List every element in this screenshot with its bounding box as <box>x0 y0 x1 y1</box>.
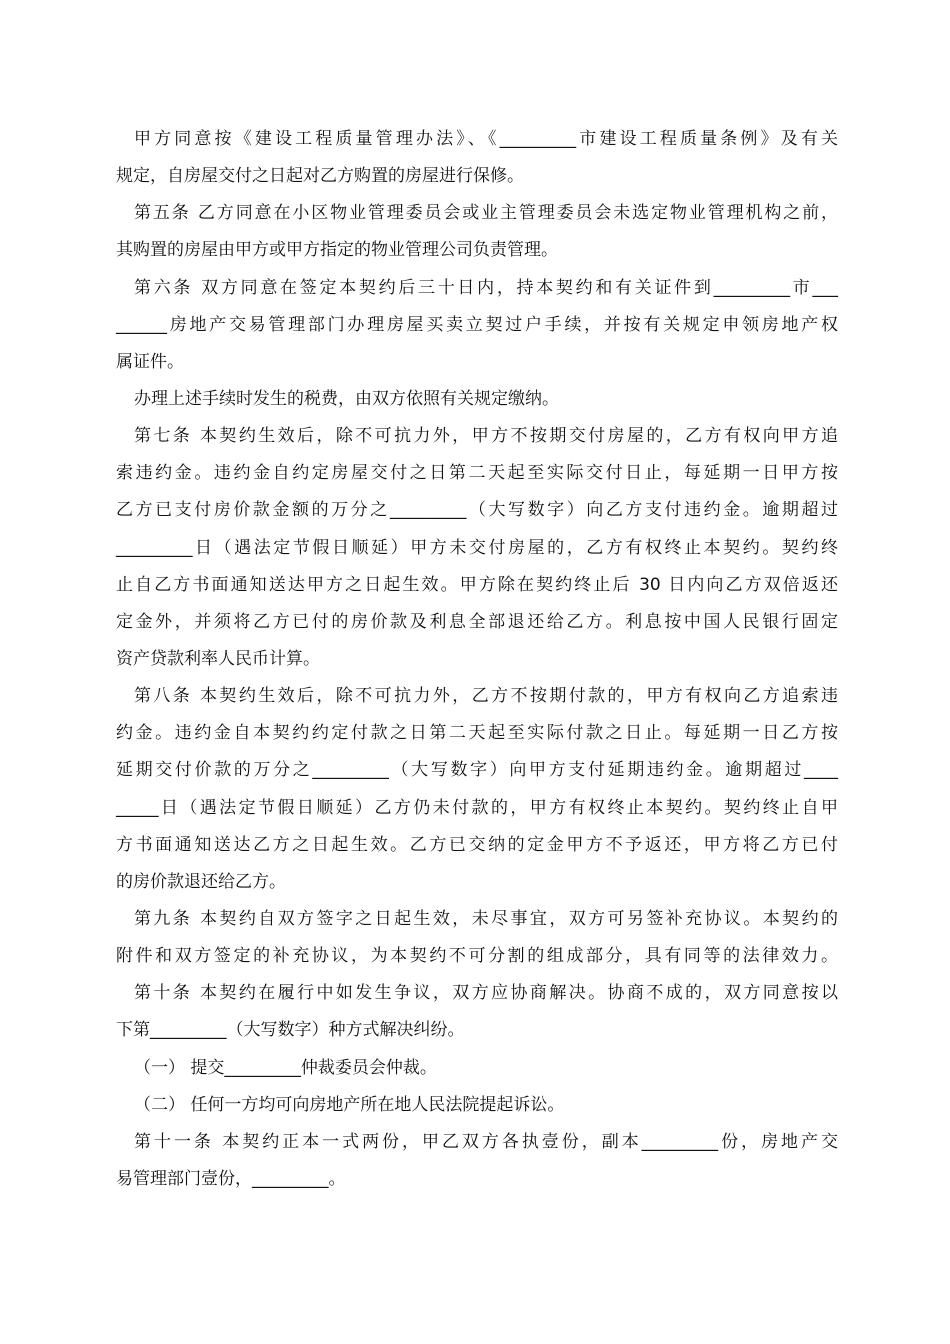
contract-text-line: 规定，自房屋交付之日起对乙方购置的房屋进行保修。 <box>116 166 524 187</box>
contract-text-line: 第十条 本契约在履行中如发生争议，双方应协商解决。协商不成的，双方同意按以 <box>134 983 838 1004</box>
contract-text-line: 第八条 本契约生效后，除不可抗力外，乙方不按期付款的，甲方有权向乙方追索违 <box>134 686 838 707</box>
contract-text-line: 定金外，并须将乙方已付的房价款及利息全部退还给乙方。利息按中国人民银行固定 <box>116 611 838 632</box>
contract-text-line: 办理上述手续时发生的税费，由双方依照有关规定缴纳。 <box>134 388 559 409</box>
contract-text-line: 止自乙方书面通知送达甲方之日起生效。甲方除在契约终止后 30 日内向乙方双倍返还 <box>116 574 838 595</box>
contract-text-line: 延期交付价款的万分之_________（大写数字）向甲方支付延期违约金。逾期超过____ <box>116 760 838 781</box>
contract-text-line: 乙方已支付房价款金额的万分之_________（大写数字）向乙方支付违约金。逾期超过 <box>116 500 838 521</box>
contract-text-line: 第六条 双方同意在签定本契约后三十日内，持本契约和有关证件到_________市___ <box>134 277 838 298</box>
contract-text-line: 第五条 乙方同意在小区物业管理委员会或业主管理委员会未选定物业管理机构之前， <box>134 203 838 224</box>
contract-text-line: _________日（遇法定节假日顺延）甲方未交付房屋的，乙方有权终止本契约。契约终 <box>116 537 838 558</box>
contract-text-line: 其购置的房屋由甲方或甲方指定的物业管理公司负责管理。 <box>116 240 558 261</box>
contract-text-line: _____日（遇法定节假日顺延）乙方仍未付款的，甲方有权终止本契约。契约终止自甲 <box>116 797 838 818</box>
contract-text-line: 约金。违约金自本契约约定付款之日第二天起至实际付款之日止。每延期一日乙方按 <box>116 723 838 744</box>
contract-text-line: 方书面通知送达乙方之日起生效。乙方已交纳的定金甲方不予返还，甲方将乙方已付 <box>116 834 838 855</box>
contract-text-line: 第七条 本契约生效后，除不可抗力外，甲方不按期交付房屋的，乙方有权向甲方追 <box>134 426 838 447</box>
contract-text-line: 第十一条 本契约正本一式两份，甲乙双方各执壹份，副本_________份，房地产交 <box>134 1131 838 1152</box>
contract-page <box>116 121 838 1198</box>
contract-text-line: 第九条 本契约自双方签字之日起生效，未尽事宜，双方可另签补充协议。本契约的 <box>134 908 838 929</box>
contract-text-line: ______房地产交易管理部门办理房屋买卖立契过户手续，并按有关规定申领房地产权 <box>116 314 838 335</box>
contract-text-line: 的房价款退还给乙方。 <box>116 871 286 892</box>
contract-text-line: 附件和双方签定的补充协议，为本契约不可分割的组成部分，具有同等的法律效力。 <box>116 946 838 967</box>
contract-text-line: 资产贷款利率人民币计算。 <box>116 648 320 669</box>
contract-text-line: 属证件。 <box>116 351 184 372</box>
contract-text-line: （二） 任何一方均可向房地产所在地人民法院提起诉讼。 <box>134 1094 565 1115</box>
contract-text-line: 甲方同意按《建设工程质量管理办法》、《_________市建设工程质量条例》及有关 <box>134 129 838 149</box>
contract-text-line: 索违约金。违约金自约定房屋交付之日第二天起至实际交付日止，每延期一日甲方按 <box>116 463 838 484</box>
contract-text-line: （一） 提交_________仲裁委员会仲裁。 <box>134 1057 437 1078</box>
contract-text-line: 下第_________（大写数字）种方式解决纠纷。 <box>116 1020 465 1041</box>
contract-text-line: 易管理部门壹份，_________。 <box>116 1168 346 1189</box>
